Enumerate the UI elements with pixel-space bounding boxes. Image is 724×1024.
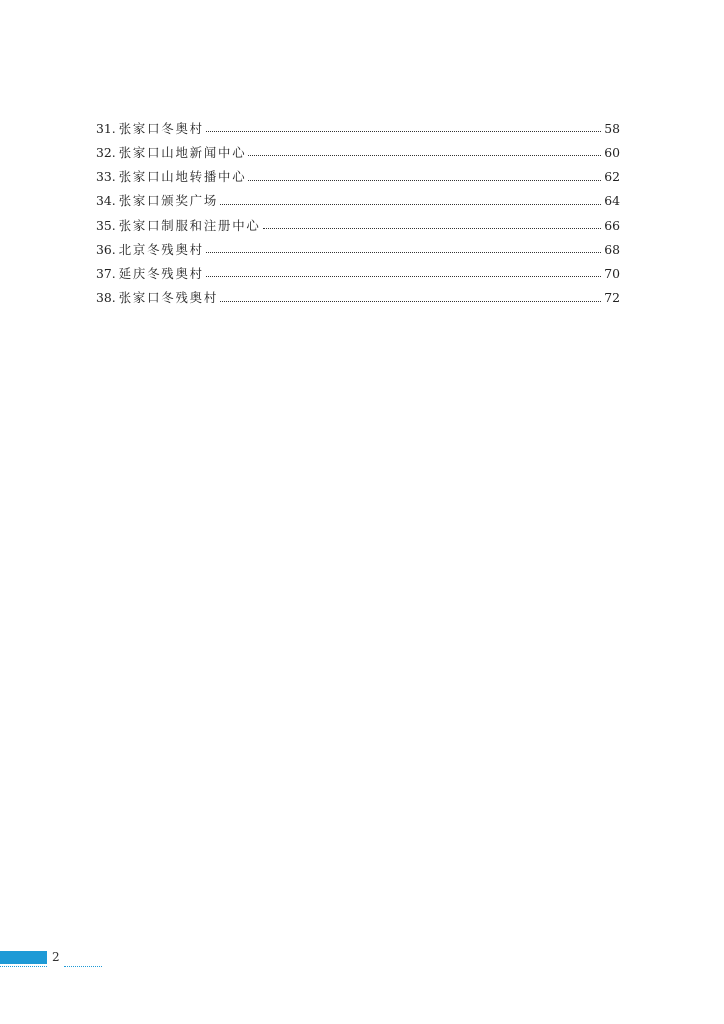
toc-entry[interactable] (96, 184, 620, 208)
footer-accent-bar (0, 951, 47, 964)
toc-entry-title: 张家口冬残奥村 (118, 290, 219, 306)
toc-entry-page: 62 (604, 169, 620, 185)
page-number: 2 (52, 950, 60, 964)
toc-dot-leader (206, 276, 601, 277)
footer-dotted-rule (64, 966, 102, 967)
toc-entry-number: 31. (96, 120, 116, 136)
toc-entry-number: 36. (96, 241, 116, 257)
table-of-contents (96, 111, 620, 305)
toc-entry-title: 张家口山地转播中心 (118, 169, 247, 185)
toc-entry-title: 张家口颁奖广场 (118, 193, 219, 209)
toc-entry-title: 张家口山地新闻中心 (118, 144, 247, 160)
toc-entry-page: 70 (604, 265, 620, 281)
toc-entry-title: 北京冬残奥村 (118, 241, 204, 257)
toc-dot-leader (248, 180, 601, 181)
toc-entry[interactable] (96, 111, 620, 135)
toc-entry-title: 延庆冬残奥村 (118, 265, 204, 281)
toc-entry-title: 张家口制服和注册中心 (118, 217, 261, 233)
toc-entry[interactable] (96, 256, 620, 280)
toc-entry-number: 32. (96, 144, 116, 160)
toc-entry-number: 34. (96, 193, 116, 209)
toc-entry-number: 38. (96, 290, 116, 306)
toc-dot-leader (220, 204, 601, 205)
toc-entry[interactable] (96, 159, 620, 183)
toc-dot-leader (248, 155, 601, 156)
toc-dot-leader (263, 228, 602, 229)
toc-entry-page: 60 (604, 144, 620, 160)
toc-entry-number: 37. (96, 265, 116, 281)
footer-dotted-rule (0, 966, 47, 967)
toc-entry-page: 66 (604, 217, 620, 233)
toc-entry-title: 张家口冬奥村 (118, 120, 204, 136)
toc-entry[interactable] (96, 232, 620, 256)
toc-entry-number: 35. (96, 217, 116, 233)
toc-entry-page: 64 (604, 193, 620, 209)
toc-entry-number: 33. (96, 169, 116, 185)
toc-dot-leader (220, 301, 601, 302)
toc-entry-page: 72 (604, 290, 620, 306)
toc-entry[interactable] (96, 208, 620, 232)
toc-entry-page: 68 (604, 241, 620, 257)
toc-entry-page: 58 (604, 120, 620, 136)
toc-entry[interactable] (96, 280, 620, 304)
toc-dot-leader (206, 131, 601, 132)
toc-entry[interactable] (96, 135, 620, 159)
toc-dot-leader (206, 252, 601, 253)
